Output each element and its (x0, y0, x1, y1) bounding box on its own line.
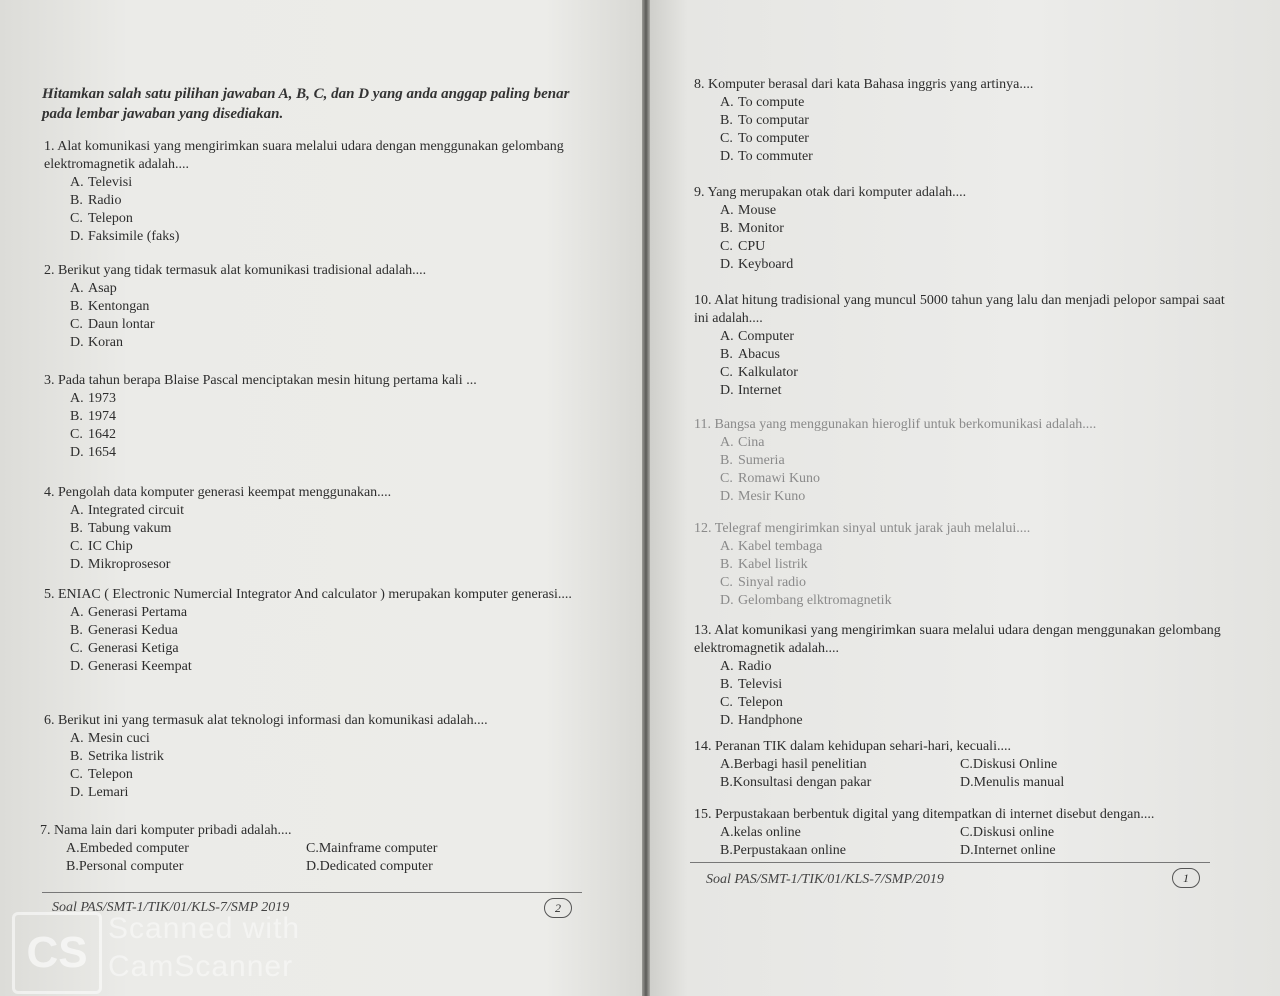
question-text: Perpustakaan berbentuk digital yang ditempatkan di internet disebut dengan.... (715, 807, 1155, 822)
question-number: 13. (694, 623, 712, 638)
watermark-line1: Scanned with (108, 912, 301, 945)
instruction-text: Hitamkan salah satu pilihan jawaban A, B, C, dan D yang anda anggap paling benar pada lembar jawaban yang disediakan. (42, 86, 570, 122)
option-text: Konsultasi dengan pakar (732, 775, 872, 790)
option-letter: C. (306, 841, 319, 856)
option-text: Kabel tembaga (738, 539, 823, 554)
answer-option (720, 94, 1234, 112)
question-text: Alat komunikasi yang mengirimkan suara melalui udara dengan menggunakan gelombang elektromagnetik adalah.... (44, 139, 564, 172)
question-text: Pengolah data komputer generasi keempat menggunakan.... (58, 485, 392, 500)
question-stem (694, 76, 1234, 94)
question-number: 3. (44, 373, 55, 388)
option-text: To computer (738, 131, 809, 146)
answer-option (70, 192, 590, 210)
answer-option (720, 658, 1234, 676)
footer-rule-right (690, 862, 1210, 863)
answer-option (720, 470, 1234, 488)
option-letter: C. (720, 239, 733, 254)
option-letter: C. (720, 365, 733, 380)
option-text: CPU (738, 239, 766, 254)
answer-option-row (720, 774, 1234, 792)
question-number: 2. (44, 263, 55, 278)
answer-option (720, 130, 1234, 148)
question-text: Komputer berasal dari kata Bahasa inggris yang artinya.... (708, 77, 1034, 92)
answer-option (70, 316, 590, 334)
answer-option (70, 658, 590, 676)
option-letter: C. (70, 427, 83, 442)
option-text: Monitor (738, 221, 784, 236)
option-text: Personal computer (78, 859, 184, 874)
option-letter: D. (70, 659, 84, 674)
option-letter: A. (720, 757, 734, 772)
answer-option (70, 280, 590, 298)
option-letter: C. (70, 767, 83, 782)
answer-option (720, 694, 1234, 712)
question-number: 11. (694, 417, 711, 432)
answer-option (720, 824, 960, 842)
option-text: Generasi Kedua (88, 623, 178, 638)
question-number: 4. (44, 485, 55, 500)
question-text: Peranan TIK dalam kehidupan sehari-hari, kecuali.... (715, 739, 1011, 754)
answer-option (720, 774, 960, 792)
answer-option (960, 756, 1057, 774)
question-text: Alat hitung tradisional yang muncul 5000 tahun yang lalu dan menjadi pelopor sampai saat ini adalah.... (694, 293, 1225, 326)
question-stem (694, 520, 1234, 538)
answer-option (720, 452, 1234, 470)
answer-option (960, 824, 1054, 842)
option-text: Mesir Kuno (738, 489, 806, 504)
option-letter: B. (70, 193, 83, 208)
option-letter: D. (306, 859, 320, 874)
option-text: Generasi Keempat (88, 659, 192, 674)
answer-option (720, 488, 1234, 506)
option-letter: B. (70, 521, 83, 536)
option-letter: A. (70, 731, 84, 746)
option-letter: C. (70, 641, 83, 656)
option-text: Integrated circuit (88, 503, 185, 518)
question-text: Nama lain dari komputer pribadi adalah.... (54, 823, 292, 838)
answer-option (70, 748, 590, 766)
option-letter: D. (720, 257, 734, 272)
option-text: Generasi Pertama (88, 605, 188, 620)
option-letter: A. (720, 825, 734, 840)
answer-option (70, 640, 590, 658)
option-letter: A. (70, 605, 84, 620)
option-letter: B. (720, 557, 733, 572)
question-6 (44, 712, 590, 802)
option-text: Telepon (88, 767, 133, 782)
answer-option (66, 858, 306, 876)
option-letter: D. (720, 383, 734, 398)
option-letter: A. (720, 659, 734, 674)
option-letter: A. (720, 329, 734, 344)
option-text: Radio (738, 659, 772, 674)
option-text: Lemari (88, 785, 129, 800)
option-letter: B. (70, 409, 83, 424)
option-letter: C. (720, 131, 733, 146)
option-letter: D. (960, 843, 974, 858)
option-text: Perpustakaan online (732, 843, 846, 858)
option-letter: A. (66, 841, 80, 856)
answer-option-row (720, 842, 1234, 860)
answer-option (70, 390, 590, 408)
answer-option (70, 730, 590, 748)
option-text: Keyboard (738, 257, 794, 272)
question-8 (694, 76, 1234, 166)
option-letter: D. (70, 229, 84, 244)
option-text: Mainframe computer (318, 841, 438, 856)
option-text: Berbagi hasil penelitian (733, 757, 867, 772)
option-text: 1974 (88, 409, 116, 424)
answer-option (720, 712, 1234, 730)
option-letter: D. (720, 593, 734, 608)
option-letter: D. (70, 557, 84, 572)
option-letter: B. (70, 299, 83, 314)
option-text: Faksimile (faks) (88, 229, 180, 244)
option-text: To compute (738, 95, 805, 110)
answer-option (720, 434, 1234, 452)
answer-option (66, 840, 306, 858)
answer-option (720, 148, 1234, 166)
answer-option (720, 538, 1234, 556)
option-letter: D. (70, 335, 84, 350)
answer-option (720, 202, 1234, 220)
answer-option (720, 256, 1234, 274)
question-stem (694, 622, 1234, 658)
option-letter: A. (720, 435, 734, 450)
question-stem (44, 586, 590, 604)
answer-option (306, 858, 433, 876)
question-number: 5. (44, 587, 55, 602)
question-2 (44, 262, 590, 352)
answer-option (960, 842, 1056, 860)
question-number: 6. (44, 713, 55, 728)
question-number: 9. (694, 185, 705, 200)
answer-option (70, 228, 590, 246)
option-letter: A. (70, 391, 84, 406)
question-number: 8. (694, 77, 705, 92)
option-text: Televisi (88, 175, 133, 190)
option-letter: C. (70, 539, 83, 554)
answer-option (70, 298, 590, 316)
answer-option (720, 364, 1234, 382)
answer-option (70, 408, 590, 426)
answer-option (70, 556, 590, 574)
answer-option (720, 382, 1234, 400)
answer-option (70, 766, 590, 784)
option-text: Dedicated computer (319, 859, 433, 874)
question-13 (694, 622, 1234, 730)
option-letter: B. (720, 347, 733, 362)
camscanner-logo: CS (12, 912, 102, 994)
answer-option (720, 238, 1234, 256)
question-number: 1. (44, 139, 55, 154)
answer-option (720, 112, 1234, 130)
question-stem (694, 738, 1234, 756)
question-text: Berikut yang tidak termasuk alat komunikasi tradisional adalah.... (58, 263, 427, 278)
question-stem (44, 372, 590, 390)
answer-option (70, 210, 590, 228)
option-text: IC Chip (88, 539, 133, 554)
option-letter: D. (720, 713, 734, 728)
option-text: 1654 (88, 445, 116, 460)
option-letter: A. (70, 281, 84, 296)
option-text: Mouse (738, 203, 777, 218)
page-number-right: 1 (1172, 868, 1200, 888)
page-number-left: 2 (544, 898, 572, 918)
option-text: Kabel listrik (738, 557, 808, 572)
option-text: Cina (738, 435, 765, 450)
answer-option (306, 840, 437, 858)
answer-option (960, 774, 1064, 792)
option-text: Internet (738, 383, 782, 398)
answer-option-row (66, 858, 586, 876)
option-letter: C. (960, 825, 973, 840)
option-text: 1973 (88, 391, 116, 406)
option-text: Romawi Kuno (738, 471, 821, 486)
question-12 (694, 520, 1234, 610)
question-text: Alat komunikasi yang mengirimkan suara melalui udara dengan menggunakan gelombang elektromagnetik adalah.... (694, 623, 1221, 656)
answer-option (70, 502, 590, 520)
option-letter: A. (720, 95, 734, 110)
question-stem (40, 822, 586, 840)
option-letter: C. (720, 695, 733, 710)
footer-left: Soal PAS/SMT-1/TIK/01/KLS-7/SMP 2019 (52, 900, 290, 915)
question-stem (44, 484, 590, 502)
option-letter: B. (70, 749, 83, 764)
option-letter: B. (720, 453, 733, 468)
question-5 (44, 586, 590, 676)
option-letter: B. (720, 843, 733, 858)
book-spine (642, 0, 650, 996)
option-letter: D. (720, 489, 734, 504)
answer-option (720, 574, 1234, 592)
question-stem (44, 138, 590, 174)
answer-option (70, 334, 590, 352)
option-letter: D. (720, 149, 734, 164)
option-letter: C. (720, 471, 733, 486)
question-text: Pada tahun berapa Blaise Pascal menciptakan mesin hitung pertama kali ... (58, 373, 477, 388)
option-text: Koran (88, 335, 123, 350)
option-text: Kentongan (88, 299, 150, 314)
option-text: Diskusi Online (972, 757, 1058, 772)
option-text: Diskusi online (972, 825, 1055, 840)
question-10 (694, 292, 1234, 400)
answer-option (720, 346, 1234, 364)
question-stem (694, 806, 1234, 824)
option-letter: D. (960, 775, 974, 790)
question-7 (40, 822, 586, 876)
option-letter: B. (720, 775, 733, 790)
option-letter: D. (70, 785, 84, 800)
option-text: Computer (738, 329, 794, 344)
option-letter: C. (70, 211, 83, 226)
option-text: Kalkulator (738, 365, 798, 380)
question-stem (44, 712, 590, 730)
question-number: 7. (40, 823, 51, 838)
option-text: Radio (88, 193, 122, 208)
answer-option (720, 842, 960, 860)
question-11 (694, 416, 1234, 506)
option-text: Embeded computer (79, 841, 189, 856)
answer-option (720, 756, 960, 774)
question-text: Telegraf mengirimkan sinyal untuk jarak jauh melalui.... (714, 521, 1031, 536)
option-text: 1642 (88, 427, 116, 442)
question-stem (694, 292, 1234, 328)
answer-option (720, 676, 1234, 694)
answer-option (720, 328, 1234, 346)
right-page (650, 0, 1280, 996)
option-letter: C. (720, 575, 733, 590)
option-letter: D. (70, 445, 84, 460)
option-text: Daun lontar (88, 317, 155, 332)
option-text: Setrika listrik (88, 749, 164, 764)
option-text: To commuter (738, 149, 813, 164)
answer-option-row (66, 840, 586, 858)
option-text: Internet online (973, 843, 1056, 858)
answer-option (70, 604, 590, 622)
option-text: Asap (88, 281, 117, 296)
option-text: Mikroprosesor (88, 557, 171, 572)
question-number: 10. (694, 293, 712, 308)
question-number: 12. (694, 521, 712, 536)
answer-option-row (720, 756, 1234, 774)
option-text: Telepon (738, 695, 783, 710)
question-number: 14. (694, 739, 712, 754)
option-text: Mesin cuci (88, 731, 150, 746)
option-text: Sinyal radio (738, 575, 807, 590)
answer-option (70, 538, 590, 556)
option-text: Sumeria (738, 453, 785, 468)
answer-option (70, 784, 590, 802)
option-text: Gelombang elktromagnetik (738, 593, 892, 608)
question-text: Bangsa yang menggunakan hieroglif untuk berkomunikasi adalah.... (714, 417, 1097, 432)
answer-option (720, 220, 1234, 238)
question-text: ENIAC ( Electronic Numercial Integrator And calculator ) merupakan komputer generasi.... (58, 587, 572, 602)
question-3 (44, 372, 590, 462)
option-letter: C. (70, 317, 83, 332)
option-text: Telepon (88, 211, 133, 226)
question-stem (694, 184, 1234, 202)
question-stem (44, 262, 590, 280)
answer-option-row (720, 824, 1234, 842)
option-letter: B. (66, 859, 79, 874)
question-15 (694, 806, 1234, 860)
footer-rule-left (42, 892, 582, 893)
answer-option (70, 444, 590, 462)
question-stem (694, 416, 1234, 434)
option-letter: B. (720, 221, 733, 236)
question-4 (44, 484, 590, 574)
question-text: Berikut ini yang termasuk alat teknologi informasi dan komunikasi adalah.... (58, 713, 488, 728)
option-text: Handphone (738, 713, 803, 728)
option-letter: A. (70, 503, 84, 518)
option-text: Generasi Ketiga (88, 641, 179, 656)
option-letter: A. (720, 539, 734, 554)
option-text: kelas online (733, 825, 801, 840)
answer-option (70, 426, 590, 444)
question-text: Yang merupakan otak dari komputer adalah.... (707, 185, 967, 200)
option-letter: B. (70, 623, 83, 638)
option-text: Abacus (738, 347, 780, 362)
option-letter: C. (960, 757, 973, 772)
question-14 (694, 738, 1234, 792)
option-text: To computar (738, 113, 809, 128)
option-letter: A. (720, 203, 734, 218)
option-letter: B. (720, 113, 733, 128)
option-letter: B. (720, 677, 733, 692)
option-text: Tabung vakum (88, 521, 172, 536)
answer-option (70, 622, 590, 640)
question-1 (44, 138, 590, 246)
option-text: Televisi (738, 677, 783, 692)
question-9 (694, 184, 1234, 274)
answer-option (720, 592, 1234, 610)
question-number: 15. (694, 807, 712, 822)
option-letter: A. (70, 175, 84, 190)
footer-right: Soal PAS/SMT-1/TIK/01/KLS-7/SMP/2019 (706, 872, 944, 887)
watermark-line2: CamScanner (108, 950, 294, 983)
answer-option (70, 174, 590, 192)
answer-option (720, 556, 1234, 574)
answer-option (70, 520, 590, 538)
option-text: Menulis manual (973, 775, 1065, 790)
